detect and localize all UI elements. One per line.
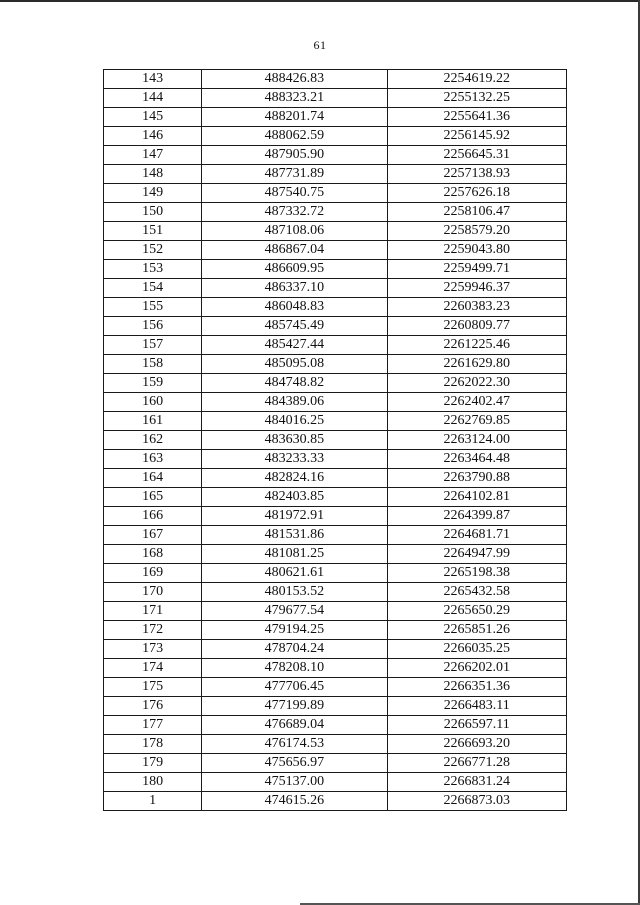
y-coordinate-cell: 2266202.01: [387, 659, 566, 678]
point-number-cell: 151: [104, 222, 202, 241]
table-row: [104, 697, 567, 716]
table-row: [104, 583, 567, 602]
point-number-cell: 157: [104, 336, 202, 355]
point-number-cell: 153: [104, 260, 202, 279]
point-number-cell: 171: [104, 602, 202, 621]
x-coordinate-cell: 488426.83: [202, 70, 387, 89]
point-number-cell: 159: [104, 374, 202, 393]
y-coordinate-cell: 2259499.71: [387, 260, 566, 279]
x-coordinate-cell: 484016.25: [202, 412, 387, 431]
y-coordinate-cell: 2258579.20: [387, 222, 566, 241]
table-row: [104, 203, 567, 222]
x-coordinate-cell: 487731.89: [202, 165, 387, 184]
y-coordinate-cell: 2264947.99: [387, 545, 566, 564]
y-coordinate-cell: 2266873.03: [387, 792, 566, 811]
x-coordinate-cell: 479194.25: [202, 621, 387, 640]
point-number-cell: 172: [104, 621, 202, 640]
y-coordinate-cell: 2266831.24: [387, 773, 566, 792]
table-row: [104, 127, 567, 146]
y-coordinate-cell: 2254619.22: [387, 70, 566, 89]
table-row: [104, 621, 567, 640]
x-coordinate-cell: 487540.75: [202, 184, 387, 203]
y-coordinate-cell: 2259946.37: [387, 279, 566, 298]
y-coordinate-cell: 2266771.28: [387, 754, 566, 773]
y-coordinate-cell: 2264399.87: [387, 507, 566, 526]
point-number-cell: 154: [104, 279, 202, 298]
table-row: [104, 241, 567, 260]
table-row: [104, 431, 567, 450]
point-number-cell: 176: [104, 697, 202, 716]
point-number-cell: 148: [104, 165, 202, 184]
x-coordinate-cell: 488323.21: [202, 89, 387, 108]
x-coordinate-cell: 480621.61: [202, 564, 387, 583]
coordinates-table: [103, 69, 567, 811]
x-coordinate-cell: 476689.04: [202, 716, 387, 735]
table-row: [104, 792, 567, 811]
x-coordinate-cell: 484389.06: [202, 393, 387, 412]
point-number-cell: 160: [104, 393, 202, 412]
point-number-cell: 162: [104, 431, 202, 450]
y-coordinate-cell: 2260383.23: [387, 298, 566, 317]
table-row: [104, 184, 567, 203]
y-coordinate-cell: 2255641.36: [387, 108, 566, 127]
x-coordinate-cell: 486337.10: [202, 279, 387, 298]
x-coordinate-cell: 487905.90: [202, 146, 387, 165]
table-row: [104, 279, 567, 298]
y-coordinate-cell: 2264102.81: [387, 488, 566, 507]
table-row: [104, 165, 567, 184]
table-row: [104, 393, 567, 412]
y-coordinate-cell: 2262402.47: [387, 393, 566, 412]
x-coordinate-cell: 481081.25: [202, 545, 387, 564]
point-number-cell: 166: [104, 507, 202, 526]
point-number-cell: 155: [104, 298, 202, 317]
x-coordinate-cell: 485095.08: [202, 355, 387, 374]
point-number-cell: 161: [104, 412, 202, 431]
table-row: [104, 469, 567, 488]
x-coordinate-cell: 485745.49: [202, 317, 387, 336]
point-number-cell: 167: [104, 526, 202, 545]
y-coordinate-cell: 2266693.20: [387, 735, 566, 754]
x-coordinate-cell: 483630.85: [202, 431, 387, 450]
y-coordinate-cell: 2266351.36: [387, 678, 566, 697]
table-row: [104, 260, 567, 279]
table-row: [104, 89, 567, 108]
table-row: [104, 754, 567, 773]
x-coordinate-cell: 479677.54: [202, 602, 387, 621]
y-coordinate-cell: 2261225.46: [387, 336, 566, 355]
table-row: [104, 488, 567, 507]
x-coordinate-cell: 487332.72: [202, 203, 387, 222]
table-row: [104, 526, 567, 545]
y-coordinate-cell: 2256145.92: [387, 127, 566, 146]
x-coordinate-cell: 488201.74: [202, 108, 387, 127]
point-number-cell: 179: [104, 754, 202, 773]
x-coordinate-cell: 477706.45: [202, 678, 387, 697]
table-row: [104, 336, 567, 355]
point-number-cell: 149: [104, 184, 202, 203]
x-coordinate-cell: 474615.26: [202, 792, 387, 811]
table-row: [104, 545, 567, 564]
y-coordinate-cell: 2266035.25: [387, 640, 566, 659]
x-coordinate-cell: 486048.83: [202, 298, 387, 317]
point-number-cell: 168: [104, 545, 202, 564]
y-coordinate-cell: 2264681.71: [387, 526, 566, 545]
y-coordinate-cell: 2265432.58: [387, 583, 566, 602]
point-number-cell: 156: [104, 317, 202, 336]
y-coordinate-cell: 2266597.11: [387, 716, 566, 735]
y-coordinate-cell: 2265851.26: [387, 621, 566, 640]
table-row: [104, 70, 567, 89]
point-number-cell: 152: [104, 241, 202, 260]
page-number: 61: [313, 38, 327, 52]
x-coordinate-cell: 484748.82: [202, 374, 387, 393]
table-row: [104, 602, 567, 621]
coordinates-table-body: [104, 70, 567, 811]
x-coordinate-cell: 481972.91: [202, 507, 387, 526]
y-coordinate-cell: 2262022.30: [387, 374, 566, 393]
table-row: [104, 355, 567, 374]
table-row: [104, 374, 567, 393]
point-number-cell: 163: [104, 450, 202, 469]
x-coordinate-cell: 486867.04: [202, 241, 387, 260]
x-coordinate-cell: 478208.10: [202, 659, 387, 678]
x-coordinate-cell: 487108.06: [202, 222, 387, 241]
scan-edge-top: [0, 0, 640, 2]
point-number-cell: 180: [104, 773, 202, 792]
table-row: [104, 659, 567, 678]
point-number-cell: 173: [104, 640, 202, 659]
y-coordinate-cell: 2261629.80: [387, 355, 566, 374]
point-number-cell: 170: [104, 583, 202, 602]
table-row: [104, 735, 567, 754]
y-coordinate-cell: 2257138.93: [387, 165, 566, 184]
x-coordinate-cell: 483233.33: [202, 450, 387, 469]
point-number-cell: 146: [104, 127, 202, 146]
point-number-cell: 178: [104, 735, 202, 754]
y-coordinate-cell: 2256645.31: [387, 146, 566, 165]
point-number-cell: 158: [104, 355, 202, 374]
y-coordinate-cell: 2265650.29: [387, 602, 566, 621]
y-coordinate-cell: 2263790.88: [387, 469, 566, 488]
y-coordinate-cell: 2263124.00: [387, 431, 566, 450]
x-coordinate-cell: 482824.16: [202, 469, 387, 488]
point-number-cell: 174: [104, 659, 202, 678]
x-coordinate-cell: 481531.86: [202, 526, 387, 545]
x-coordinate-cell: 488062.59: [202, 127, 387, 146]
x-coordinate-cell: 477199.89: [202, 697, 387, 716]
y-coordinate-cell: 2257626.18: [387, 184, 566, 203]
point-number-cell: 1: [104, 792, 202, 811]
x-coordinate-cell: 478704.24: [202, 640, 387, 659]
y-coordinate-cell: 2260809.77: [387, 317, 566, 336]
x-coordinate-cell: 482403.85: [202, 488, 387, 507]
x-coordinate-cell: 475137.00: [202, 773, 387, 792]
table-row: [104, 507, 567, 526]
table-row: [104, 146, 567, 165]
table-row: [104, 298, 567, 317]
table-row: [104, 564, 567, 583]
point-number-cell: 175: [104, 678, 202, 697]
point-number-cell: 164: [104, 469, 202, 488]
table-row: [104, 773, 567, 792]
y-coordinate-cell: 2258106.47: [387, 203, 566, 222]
table-row: [104, 317, 567, 336]
point-number-cell: 143: [104, 70, 202, 89]
x-coordinate-cell: 485427.44: [202, 336, 387, 355]
point-number-cell: 145: [104, 108, 202, 127]
y-coordinate-cell: 2265198.38: [387, 564, 566, 583]
point-number-cell: 177: [104, 716, 202, 735]
table-row: [104, 716, 567, 735]
x-coordinate-cell: 475656.97: [202, 754, 387, 773]
table-row: [104, 222, 567, 241]
x-coordinate-cell: 480153.52: [202, 583, 387, 602]
x-coordinate-cell: 476174.53: [202, 735, 387, 754]
table-row: [104, 678, 567, 697]
y-coordinate-cell: 2259043.80: [387, 241, 566, 260]
point-number-cell: 150: [104, 203, 202, 222]
point-number-cell: 169: [104, 564, 202, 583]
y-coordinate-cell: 2263464.48: [387, 450, 566, 469]
table-row: [104, 108, 567, 127]
point-number-cell: 147: [104, 146, 202, 165]
table-row: [104, 450, 567, 469]
y-coordinate-cell: 2266483.11: [387, 697, 566, 716]
point-number-cell: 165: [104, 488, 202, 507]
x-coordinate-cell: 486609.95: [202, 260, 387, 279]
table-row: [104, 640, 567, 659]
point-number-cell: 144: [104, 89, 202, 108]
table-row: [104, 412, 567, 431]
y-coordinate-cell: 2255132.25: [387, 89, 566, 108]
y-coordinate-cell: 2262769.85: [387, 412, 566, 431]
